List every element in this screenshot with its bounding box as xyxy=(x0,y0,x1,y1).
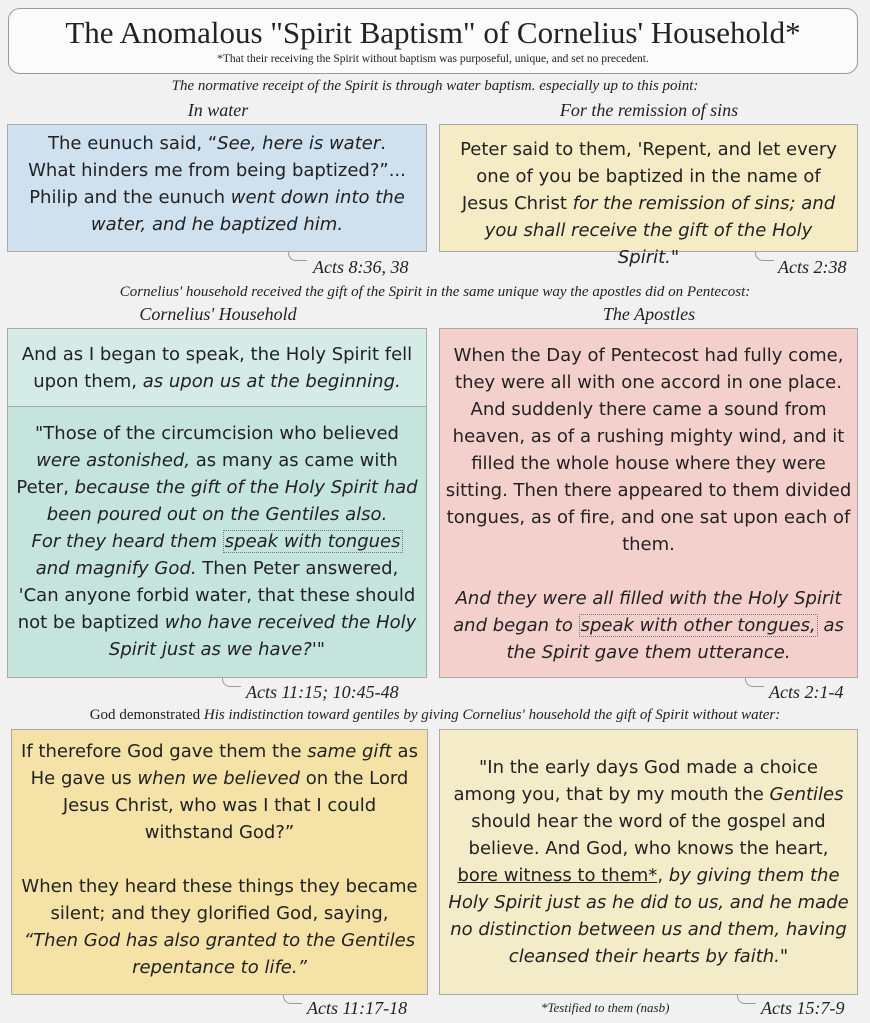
text: as He gave us xyxy=(30,741,418,789)
section2-right-ref: Acts 2:1-4 xyxy=(769,682,844,702)
text: as many as came with Peter, xyxy=(16,450,398,498)
text: His indistinction toward gentiles by giving Cornelius' household the gift of Spirit without water: xyxy=(203,707,781,723)
text: For they heard them xyxy=(31,531,223,552)
text: went down into the water, and he baptized him. xyxy=(90,187,405,235)
text: If therefore God gave them the xyxy=(21,741,308,762)
text: were astonished, xyxy=(36,450,191,471)
section3-right-box xyxy=(439,729,858,995)
highlight-tongues: speak with tongues xyxy=(224,531,401,552)
ref-connector xyxy=(745,678,764,687)
text: demonstrated xyxy=(115,707,204,723)
text: "In the early days God made a choice among you, that by my mouth the xyxy=(453,757,818,805)
text: And they were all filled with the Holy Spirit and began to xyxy=(453,588,842,636)
section2-left-heading: Cornelius' Household xyxy=(139,304,297,324)
text: And as I began to speak, the Holy Spirit fell upon them, xyxy=(21,344,413,392)
section3-right-ref: Acts 15:7-9 xyxy=(761,998,845,1018)
ref-connector xyxy=(222,678,241,687)
title-footnote: *That their receiving the Spirit without baptism was purposeful, unique, and set no precedent. xyxy=(217,53,649,65)
text: and magnify God. xyxy=(35,558,197,579)
text: for the remission of sins; and you shall receive the gift of the Holy Spirit." xyxy=(484,193,836,268)
section1-right-ref: Acts 2:38 xyxy=(778,257,847,277)
section1-left-box xyxy=(7,124,427,252)
section2-left-ref: Acts 11:15; 10:45-48 xyxy=(246,682,399,702)
text: when we believed xyxy=(137,768,300,789)
ref-connector xyxy=(283,995,302,1004)
title-box xyxy=(8,8,858,74)
section3-left-ref: Acts 11:17-18 xyxy=(307,998,408,1018)
text: by giving them the Holy Spirit just as he did to us, and he made no distinction between us and them, having cleansed their hearts by faith. xyxy=(448,865,849,967)
page-title: The Anomalous "Spirit Baptism" of Cornelius' Household* xyxy=(65,15,801,50)
text: Gentiles xyxy=(769,784,844,805)
text: See, here is water xyxy=(217,133,381,154)
text: “Then God has also granted to the Gentiles repentance to life.” xyxy=(23,930,416,978)
section2-left-bottom-box xyxy=(7,406,427,678)
text: because the gift of the Holy Spirit had been poured out on the Gentiles also. xyxy=(46,477,418,525)
section2-left-top-box xyxy=(7,328,427,407)
ref-connector xyxy=(737,995,756,1004)
text: The eunuch said, “ xyxy=(48,133,218,154)
section1-right-heading: For the remission of sins xyxy=(559,100,739,120)
section1-left-ref: Acts 8:36, 38 xyxy=(313,257,409,277)
footnote: *Testified to them (nasb) xyxy=(541,1000,670,1015)
section1-intro: The normative receipt of the Spirit is through water baptism. especially up to this point: xyxy=(171,78,699,94)
text: same gift xyxy=(307,741,392,762)
text: " xyxy=(779,946,789,967)
section2-right-box xyxy=(439,328,858,678)
text: who have received the Holy Spirit just as we have?'" xyxy=(108,612,417,660)
section3-intro xyxy=(0,707,870,724)
ref-connector xyxy=(288,252,307,261)
section2-intro: Cornelius' household received the gift of the Spirit in the same unique way the apostles did on Pentecost: xyxy=(119,284,751,300)
text: Peter said to them, 'Repent, and let every one of you be baptized in the name of Jesus Christ xyxy=(460,139,837,214)
text: . What hinders me from being baptized?”... Philip and the eunuch xyxy=(28,133,406,208)
text: as upon us at the beginning. xyxy=(142,371,401,392)
text: on the Lord Jesus Christ, who was I that I could withstand God?” xyxy=(62,768,409,843)
text: as the Spirit gave them utterance. xyxy=(506,615,844,663)
text: should hear the word of the gospel and believe. And God, who knows the heart, xyxy=(468,811,829,859)
highlight-other-tongues: speak with other tongues, xyxy=(580,615,816,636)
ref-connector xyxy=(755,252,774,261)
text: , xyxy=(657,865,669,886)
section1-left-heading: In water xyxy=(187,100,249,120)
text: Then Peter answered, 'Can anyone forbid water, that these should not be baptized xyxy=(17,558,416,633)
text: "Those of the circumcision who believed xyxy=(35,423,399,444)
underlined-witness: bore witness to them* xyxy=(457,865,658,886)
section3-left-box xyxy=(11,729,428,995)
text: God xyxy=(89,707,116,723)
text: When they heard these things they became silent; and they glorified God, saying, xyxy=(21,876,418,924)
section2-right-heading: The Apostles xyxy=(602,304,696,324)
text: When the Day of Pentecost had fully come, they were all with one accord in one place. And suddenly there came a sound from heaven, as of a rushing mighty wind, and it filled the whole house where they were sitting. Then there appeared to them divided tongues, as of fire, and one sat upon each of them. xyxy=(445,345,852,555)
